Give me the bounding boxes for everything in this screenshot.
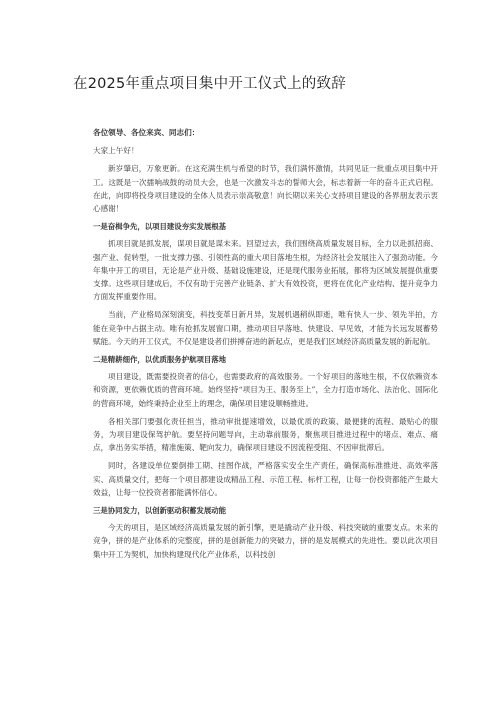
- body-paragraph: 新岁肇启，万象更新。在这充满生机与希望的时节，我们满怀激情，共同见证一批重点项目集中开工。这既是一次擂响战鼓的动员大会，也是一次激发斗志的誓师大会，标志着新一年的奋斗正式启程。在此，向即将投身项目建设的全体人员表示崇高敬意！向长期以来关心支持项目建设的各界朋友表示衷心感谢！: [93, 164, 438, 214]
- body-paragraph: 同时，各建设单位要倒排工期、挂图作战，严格落实安全生产责任，确保高标准推进、高效率落实、高质量交付，把每一个项目都建设成精品工程、示范工程、标杆工程，让每一份投资都能产生最大效益，让每一位投资者都能满怀信心。: [93, 461, 438, 497]
- body-paragraph: 当前，产业格局深刻演变，科技变革日新月异，发展机遇稍纵即逝，唯有快人一步、领先半拍，方能在竞争中占据主动。唯有抢抓发展窗口期，推动项目早落地、快建设、早见效，才能为长远发展蓄势赋能。今天的开工仪式，不仅是建设者们拼搏奋进的新起点，更是我们区域经济高质量发展的新起航。: [93, 310, 438, 346]
- body-paragraph: 项目建设，既需要投资者的信心，也需要政府的高效服务。一个好项目的落地生根，不仅依赖资本和资源，更依赖优质的营商环境。始终坚持“项目为王、服务至上”，全力打造市场化、法治化、国际化的营商环境，始终秉持企业至上的理念，确保项目建设顺畅推进。: [93, 372, 438, 408]
- salutation: 各位领导、各位来宾、同志们：: [93, 128, 200, 137]
- sections: [93, 162, 438, 560]
- section-heading: 三是协同发力，以创新驱动积蓄发展动能: [93, 506, 227, 516]
- section-heading: 二是精耕细作，以优质服务护航项目落地: [93, 355, 227, 365]
- body-paragraph: 抓项目就是抓发展，谋项目就是谋未来。回望过去，我们围绕高质量发展目标，全力以赴抓招商、强产业、促转型，一批支撑力强、引领性高的重大项目落地生根，为经济社会发展注入了强劲动能。今年集中开工的项目，无论是产业升级、基础设施建设，还是现代服务业拓展，都将为区域发展提供重要支撑。这些项目建成后，不仅有助于完善产业链条、扩大有效投资，更将在优化产业结构、提升竞争力方面发挥重要作用。: [93, 239, 438, 302]
- greeting: 大家上午好！: [93, 146, 139, 156]
- document-title: 在2025年重点项目集中开工仪式上的致辞: [73, 76, 346, 92]
- section-heading: 一是奋楫争先，以项目建设夯实发展根基: [93, 222, 227, 232]
- body-paragraph: 今天的项目，是区域经济高质量发展的新引擎，更是撬动产业升级、科技突破的重要支点。未来的竞争，拼的是产业体系的完整度，拼的是创新能力的突破力，拼的是发展模式的先进性。要以此次项目集中开工为契机，加快构建现代化产业体系，以科技创: [93, 523, 438, 559]
- document-body: [93, 126, 438, 566]
- body-paragraph: 各相关部门要强化责任担当，推动审批提速增效，以最优质的政策、最便捷的流程、最贴心的服务，为项目建设保驾护航。要坚持问题导向，主动靠前服务，聚焦项目推进过程中的堵点、难点、痛点，拿出务实举措，精准施策、靶向发力，确保项目建设不因流程受阻、不因审批滞后。: [93, 416, 438, 453]
